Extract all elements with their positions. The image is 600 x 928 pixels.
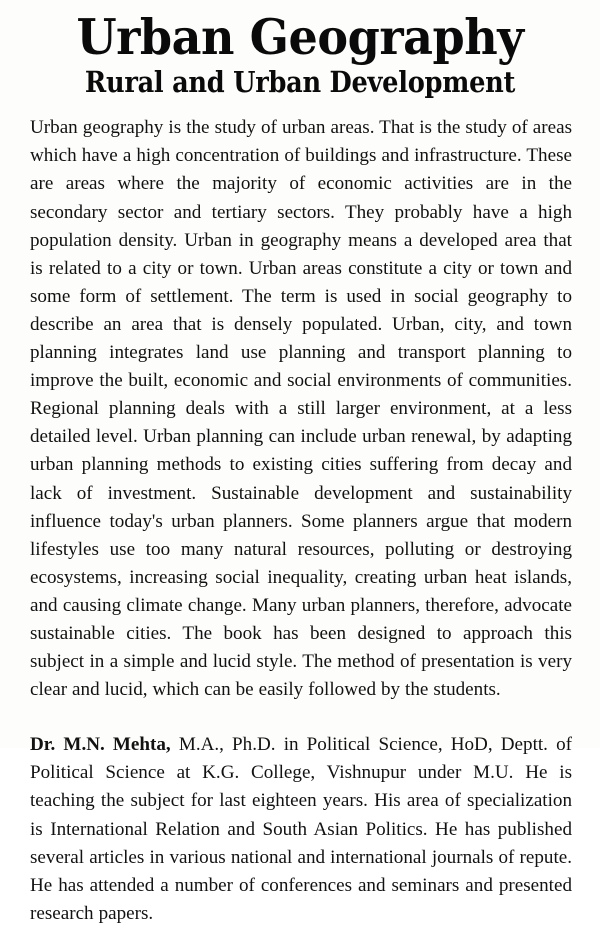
page-subtitle: Rural and Urban Development — [84, 64, 516, 99]
author-paragraph — [30, 731, 572, 928]
author-biography: M.A., Ph.D. in Political Science, HoD, Deptt. of Political Science at K.G. College, Vishnupur under M.U. He is teaching the subject for last eighteen years. His area of specialization is International Relation and South Asian Politics. He has published several articles in various national and international journals of repute. He has attended a number of conferences and seminars and presented research papers. — [30, 734, 572, 924]
body-text-container — [0, 98, 600, 928]
title-block — [0, 0, 600, 98]
page-title: Urban Geography — [76, 8, 524, 66]
author-name: Dr. M.N. Mehta, — [30, 734, 171, 756]
description-paragraph: Urban geography is the study of urban areas. That is the study of areas which have a high concentration of buildings and infrastructure. These are areas where the majority of economic activities are in the secondary sector and tertiary sectors. They probably have a high population density. Urban in geography means a developed area that is related to a city or town. Urban areas constitute a city or town and some form of settlement. The term is used in social geography to describe an area that is densely populated. Urban, city, and town planning integrates land use planning and transport planning to improve the built, economic and social environments of communities. Regional planning deals with a still larger environment, at a less detailed level. Urban planning can include urban renewal, by adapting urban planning methods to existing cities suffering from decay and lack of investment. Sustainable development and sustainability influence today's urban planners. Some planners argue that modern lifestyles use too many natural resources, polluting or destroying ecosystems, increasing social inequality, creating urban heat islands, and causing climate change. Many urban planners, therefore, advocate sustainable cities. The book has been designed to approach this subject in a simple and lucid style. The method of presentation is very clear and lucid, which can be easily followed by the students. — [30, 117, 572, 701]
